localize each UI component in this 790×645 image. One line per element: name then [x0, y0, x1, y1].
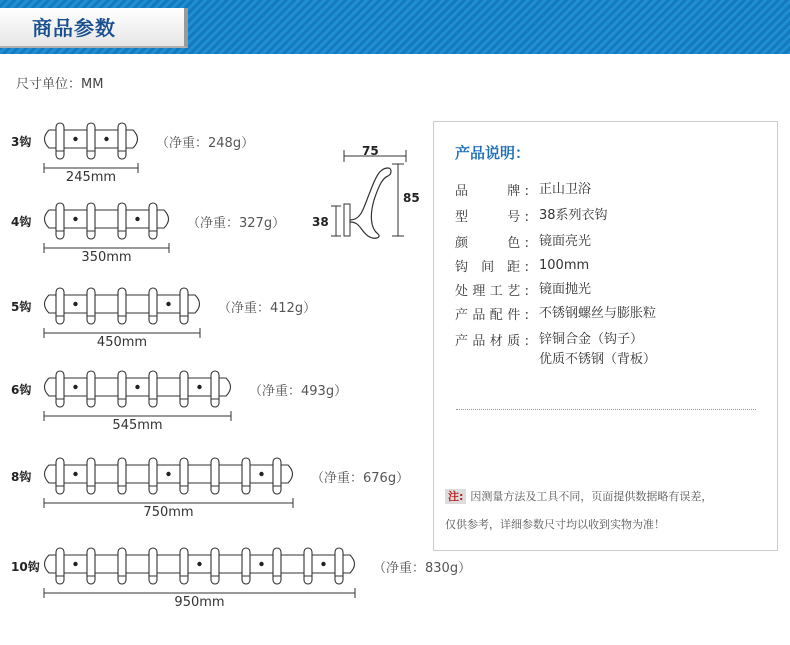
side-height-label: 85	[403, 191, 420, 205]
screw-dot	[73, 562, 77, 566]
hook-peg	[211, 458, 219, 494]
screw-dot	[135, 217, 139, 221]
hook-peg	[56, 203, 64, 239]
spec-value: 镜面抛光	[539, 282, 592, 297]
weight-label: （净重：327g）	[187, 216, 286, 231]
hook-peg	[211, 371, 219, 407]
spec-row-accessories	[455, 304, 656, 324]
spec-row-model	[455, 206, 608, 226]
spec-row-material	[455, 330, 656, 370]
hook-peg	[180, 548, 188, 584]
hook-peg	[149, 371, 157, 407]
spec-value-2: 优质不锈钢（背板）	[539, 352, 657, 367]
screw-dot	[104, 137, 108, 141]
hook-peg	[87, 548, 95, 584]
spec-value: 100mm	[539, 258, 590, 273]
note-tag: 注:	[445, 489, 466, 504]
hook-count-label: 6钩	[11, 383, 32, 397]
hook-peg	[87, 371, 95, 407]
product-info-panel	[433, 121, 778, 551]
hook-peg	[87, 123, 95, 159]
spec-key: 处理工艺:	[455, 284, 529, 299]
divider	[456, 409, 756, 410]
hook-peg	[118, 203, 126, 239]
hook-count-label: 10钩	[11, 560, 40, 574]
info-title: 产品说明：	[455, 144, 531, 162]
unit-label: 尺寸单位：MM	[16, 77, 104, 92]
length-label: 950mm	[174, 595, 225, 610]
hook-peg	[56, 548, 64, 584]
hook-peg	[118, 458, 126, 494]
spec-key: 产品材质:	[455, 334, 529, 349]
hook-count-label: 5钩	[11, 300, 32, 314]
hook-peg	[180, 458, 188, 494]
screw-dot	[73, 217, 77, 221]
side-width-label: 75	[362, 144, 379, 158]
spec-key: 型 号:	[455, 210, 529, 225]
hook-peg	[87, 288, 95, 324]
hook-peg	[149, 203, 157, 239]
screw-dot	[73, 137, 77, 141]
hook-peg	[335, 548, 343, 584]
hook-peg	[242, 458, 250, 494]
hook-count-label: 8钩	[11, 470, 32, 484]
spec-row-spacing	[455, 256, 589, 276]
spec-row-color	[455, 232, 591, 252]
length-label: 450mm	[96, 335, 148, 350]
screw-dot	[73, 385, 77, 389]
spec-value: 38系列衣钩	[539, 208, 608, 223]
spec-key: 品 牌:	[455, 184, 529, 199]
weight-label: （净重：830g）	[373, 561, 472, 576]
length-label: 350mm	[81, 250, 132, 265]
hook-peg	[56, 458, 64, 494]
note-line-1	[445, 488, 712, 504]
hook-peg	[118, 371, 126, 407]
spec-key: 颜 色:	[455, 236, 529, 251]
screw-dot	[166, 302, 170, 306]
hook-count-label: 4钩	[11, 215, 32, 229]
screw-dot	[259, 562, 263, 566]
length-label: 245mm	[65, 170, 117, 185]
spec-row-brand	[455, 180, 591, 200]
hook-peg	[149, 548, 157, 584]
length-label: 750mm	[143, 505, 194, 520]
note-text-1: 因测量方法及工具不同，页面提供数据略有误差，	[470, 490, 713, 503]
note-line-2: 仅供参考，详细参数尺寸均以收到实物为准！	[445, 518, 665, 531]
hook-row	[0, 545, 470, 625]
hook-peg	[118, 548, 126, 584]
hook-row	[0, 368, 470, 448]
hook-peg	[56, 123, 64, 159]
hook-peg	[118, 123, 126, 159]
screw-dot	[135, 385, 139, 389]
screw-dot	[259, 472, 263, 476]
weight-label: （净重：493g）	[249, 384, 348, 399]
hook-peg	[118, 288, 126, 324]
screw-dot	[166, 472, 170, 476]
spec-row-process	[455, 280, 591, 300]
section-title: 商品参数	[0, 8, 188, 48]
hook-peg	[242, 548, 250, 584]
hook-row	[0, 285, 470, 365]
screw-dot	[197, 385, 201, 389]
screw-dot	[321, 562, 325, 566]
hook-peg	[87, 203, 95, 239]
hook-peg	[304, 548, 312, 584]
hook-peg	[180, 371, 188, 407]
spec-value: 正山卫浴	[539, 182, 592, 197]
hook-peg	[211, 548, 219, 584]
screw-dot	[73, 472, 77, 476]
hook-peg	[56, 288, 64, 324]
hook-peg	[56, 371, 64, 407]
length-label: 545mm	[112, 418, 163, 433]
weight-label: （净重：248g）	[156, 136, 255, 151]
spec-key: 产品配件:	[455, 308, 529, 323]
hook-peg	[273, 458, 281, 494]
hook-peg	[149, 458, 157, 494]
weight-label: （净重：676g）	[311, 471, 410, 486]
side-depth-label: 38	[312, 215, 329, 229]
hook-peg	[180, 288, 188, 324]
weight-label: （净重：412g）	[218, 301, 317, 316]
spec-value: 镜面亮光	[539, 234, 592, 249]
spec-value: 锌铜合金（钩子）	[539, 332, 644, 347]
hook-peg	[273, 548, 281, 584]
hook-peg	[149, 288, 157, 324]
header-banner	[0, 0, 790, 54]
hook-count-label: 3钩	[11, 135, 32, 149]
screw-dot	[197, 562, 201, 566]
screw-dot	[73, 302, 77, 306]
spec-key: 钩 间 距:	[455, 260, 529, 275]
hook-peg	[87, 458, 95, 494]
side-view-diagram	[300, 136, 430, 246]
hook-row	[0, 455, 470, 535]
spec-value: 不锈钢螺丝与膨胀粒	[539, 306, 657, 321]
